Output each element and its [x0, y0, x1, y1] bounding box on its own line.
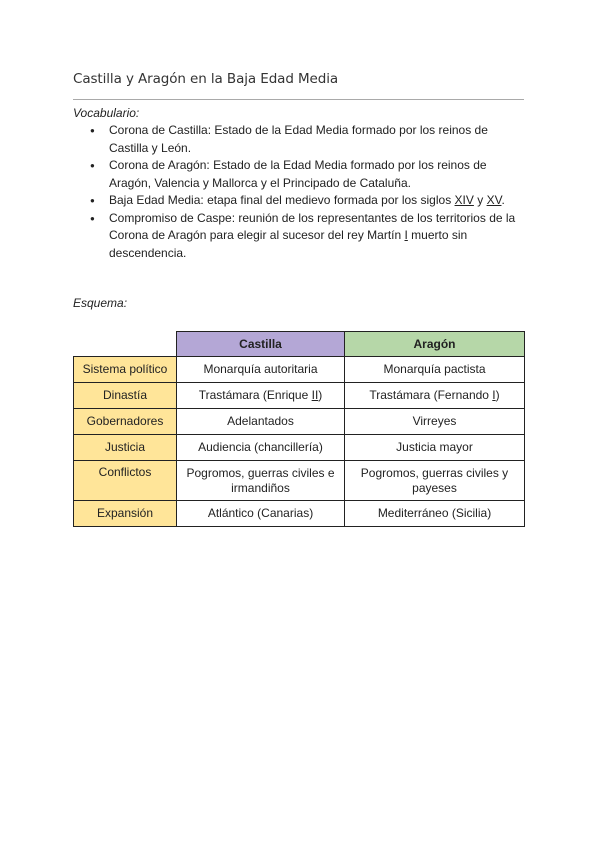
table-row [74, 357, 525, 383]
table-row [74, 435, 525, 461]
table-cell-castilla: Audiencia (chancillería) [177, 435, 345, 461]
vocabulary-item: ● Corona de Castilla: Estado de la Edad Media formado por los reinos de Castilla y León. [73, 122, 524, 157]
column-header-castilla: Castilla [177, 332, 345, 357]
row-header: Gobernadores [74, 409, 177, 435]
row-header: Conflictos [74, 461, 177, 501]
table-row [74, 383, 525, 409]
page-title: Castilla y Aragón en la Baja Edad Media [73, 71, 339, 87]
table-cell-castilla: Monarquía autoritaria [177, 357, 345, 383]
scheme-heading: Esquema: [73, 296, 128, 310]
row-header: Justicia [74, 435, 177, 461]
table-row [74, 461, 525, 501]
row-header: Expansión [74, 501, 177, 527]
table-cell-castilla: Trastámara (Enrique II) [177, 383, 345, 409]
column-header-aragon: Aragón [345, 332, 525, 357]
table-header-row [74, 332, 525, 357]
table-cell-aragon: Mediterráneo (Sicilia) [345, 501, 525, 527]
vocabulary-heading: Vocabulario: [73, 106, 140, 120]
table-cell-castilla: Adelantados [177, 409, 345, 435]
table-corner [74, 332, 177, 357]
comparison-table [73, 331, 525, 527]
vocabulary-item: ● Compromiso de Caspe: reunión de los representantes de los territorios de la Corona de Aragón para elegir al sucesor del rey Martín I muerto sin descendencia. [73, 210, 524, 263]
table-cell-castilla: Pogromos, guerras civiles e irmandiños [177, 461, 345, 501]
row-header: Sistema político [74, 357, 177, 383]
table-cell-aragon: Trastámara (Fernando I) [345, 383, 525, 409]
vocabulary-item: ● Baja Edad Media: etapa final del medievo formada por los siglos XIV y XV. [73, 192, 524, 210]
table-cell-aragon: Justicia mayor [345, 435, 525, 461]
table-row [74, 501, 525, 527]
table-cell-aragon: Monarquía pactista [345, 357, 525, 383]
vocabulary-item: ● Corona de Aragón: Estado de la Edad Media formado por los reinos de Aragón, Valencia y Mallorca y el Principado de Cataluña. [73, 157, 524, 192]
title-divider [73, 99, 524, 100]
table-cell-aragon: Pogromos, guerras civiles y payeses [345, 461, 525, 501]
table-cell-aragon: Virreyes [345, 409, 525, 435]
row-header: Dinastía [74, 383, 177, 409]
vocabulary-list [73, 122, 524, 262]
table-row [74, 409, 525, 435]
table-cell-castilla: Atlántico (Canarias) [177, 501, 345, 527]
